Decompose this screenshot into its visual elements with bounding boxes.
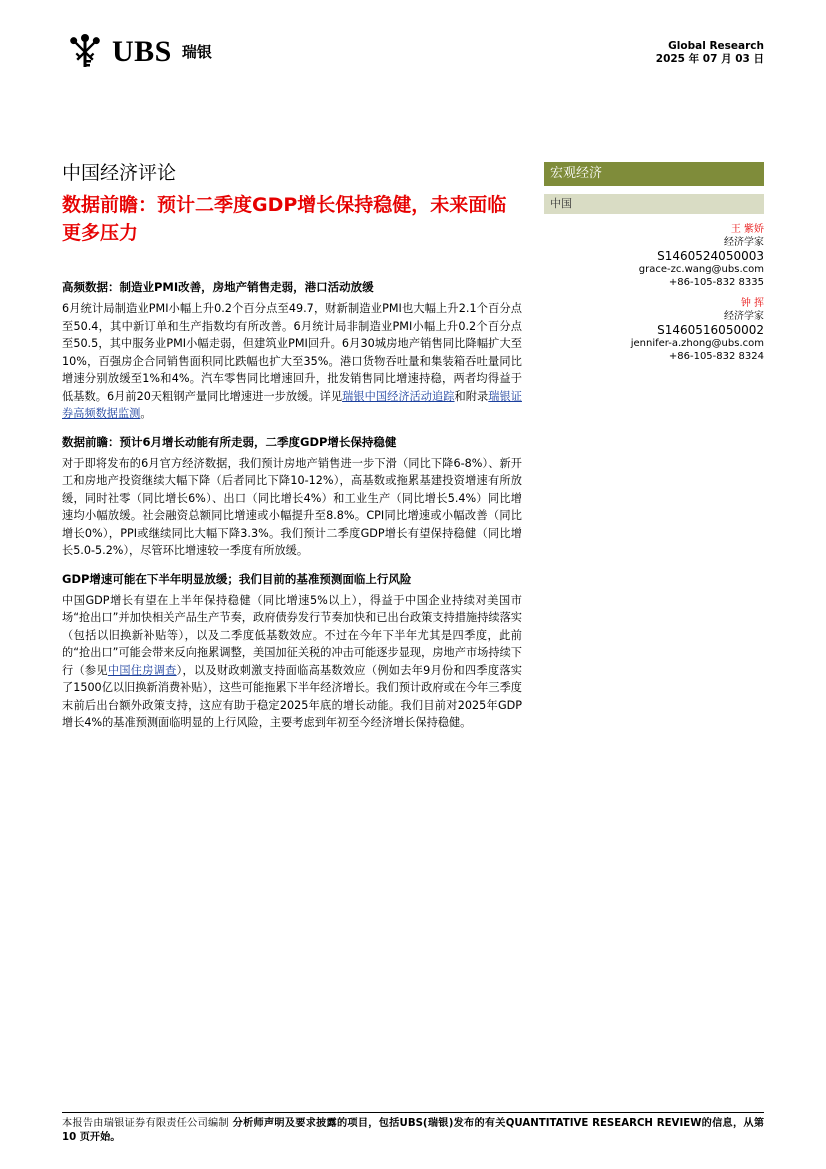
section-heading: 数据前瞻：预计6月增长动能有所走弱，二季度GDP增长保持稳健 <box>62 434 397 449</box>
section-heading: 高频数据：制造业PMI改善，房地产销售走弱，港口活动放缓 <box>62 280 374 294</box>
paragraph-text: 中国GDP增长有望在上半年保持稳健（同比增速5%以上），得益于中国企业持续对美国市场“抢出口”并加快相关产品生产节奏，政府债券发行节奏加快和已出台政策支持措施持续落实（包括以旧换新补贴等），以及二季度低基数效应。不过在今年下半年尤其是四季度，此前的“抢出口”可能会带来反向拖累调整，美国加征关税的冲击可能逐步显现，房地产市场持续下行（参见 <box>62 593 522 677</box>
keys-icon <box>62 32 108 72</box>
analyst-email[interactable]: jennifer-a.zhong@ubs.com <box>630 338 764 349</box>
section-paragraph <box>62 300 522 423</box>
brand-name-cn: 瑞银 <box>181 42 212 61</box>
headline: 数据前瞻：预计二季度GDP增长保持稳健，未来面临更多压力 <box>62 194 507 244</box>
china-activity-tracker-link[interactable]: 瑞银中国经济活动追踪 <box>342 389 455 403</box>
analyst-id: S1460516050002 <box>657 323 764 337</box>
analyst-name: 王 紫娇 <box>730 224 764 235</box>
hf-data-monitor-link[interactable]: 瑞银证券高频数据监测 <box>62 389 522 420</box>
footer-text: 本报告由瑞银证券有限责任公司编制 <box>62 1118 229 1129</box>
region-tag: 中国 <box>544 194 764 214</box>
brand-name: UBS <box>112 35 172 68</box>
disclosure-footer <box>62 1117 764 1145</box>
publication-name: Global Research <box>668 40 764 52</box>
ubs-logo <box>62 32 212 72</box>
publication-date: 2025 年 07 月 03 日 <box>655 53 764 65</box>
analyst-title: 经济学家 <box>724 310 764 322</box>
analyst-phone: +86-105-832 8324 <box>668 350 764 362</box>
category-tag: 宏观经济 <box>544 162 764 186</box>
section-heading: GDP增速可能在下半年明显放缓；我们目前的基准预测面临上行风险 <box>62 571 412 586</box>
housing-survey-link[interactable]: 中国住房调查 <box>107 663 177 677</box>
analyst-card <box>639 224 764 289</box>
paragraph-text: 和附录 <box>454 389 489 403</box>
report-body <box>62 279 522 743</box>
section-paragraph <box>62 592 522 732</box>
footer-divider <box>62 1112 764 1113</box>
analyst-name: 钟 挥 <box>740 298 764 309</box>
paragraph-text: 。 <box>140 407 152 420</box>
analyst-id: S1460524050003 <box>657 249 764 263</box>
publication-info <box>656 40 764 66</box>
footer-disclosure: 分析师声明及要求披露的项目，包括UBS(瑞银)发布的有关QUANTITATIVE RESEARCH REVIEW的信息，从第10 页开始。 <box>62 1118 765 1143</box>
paragraph-text: 6月统计局制造业PMI小幅上升0.2个百分点至49.7，财新制造业PMI也大幅上升2.1个百分点至50.4，其中新订单和生产指数均有所改善。6月统计局非制造业PMI小幅上升0.2个百分点至50.5，其中服务业PMI小幅走弱，但建筑业PMI回升。6月30城房地产销售同比降幅扩大至10%，百强房企合同销售面积同比跌幅也扩大至35%。港口货物吞吐量和集装箱吞吐量同比增速分别放缓至1%和4%。汽车零售同比增速回升，批发销售同比增速持稳，两者均得益于低基数。6月前20天粗钢产量同比增速进一步放缓。详见 <box>62 302 522 403</box>
series-title: 中国经济评论 <box>62 162 177 184</box>
analyst-card <box>631 298 764 363</box>
analyst-title: 经济学家 <box>724 236 764 248</box>
paragraph-text: ），以及财政刺激支持面临高基数效应（例如去年9月份和四季度落实了1500亿以旧换新消费补贴），这些可能拖累下半年经济增长。我们预计政府或在今年三季度末前后出台额外政策支持，这应有助于稳定2025年底的增长动能。我们目前对2025年GDP增长4%的基准预测面临明显的上行风险，主要考虑到年初至今经济增长保持稳健。 <box>62 663 522 729</box>
analyst-email[interactable]: grace-zc.wang@ubs.com <box>638 264 764 275</box>
analyst-phone: +86-105-832 8335 <box>668 276 764 288</box>
section-paragraph: 对于即将发布的6月官方经济数据，我们预计房地产销售进一步下滑（同比下降6-8%）、新开工和房地产投资继续大幅下降（后者同比下降10-12%），高基数或拖累基建投资增速有所放缓，同时社零（同比增长6%）、出口（同比增长4%）和工业生产（同比增长5.4%）同比增速均小幅放缓。社会融资总额同比增速或小幅提升至8.8%。CPI同比增速或小幅改善（同比增长0%），PPI或继续同比大幅下降3.3%。我们预计二季度GDP增长有望保持稳健（同比增长5.0-5.2%），尽管环比增速较一季度有所放缓。 <box>62 456 522 557</box>
